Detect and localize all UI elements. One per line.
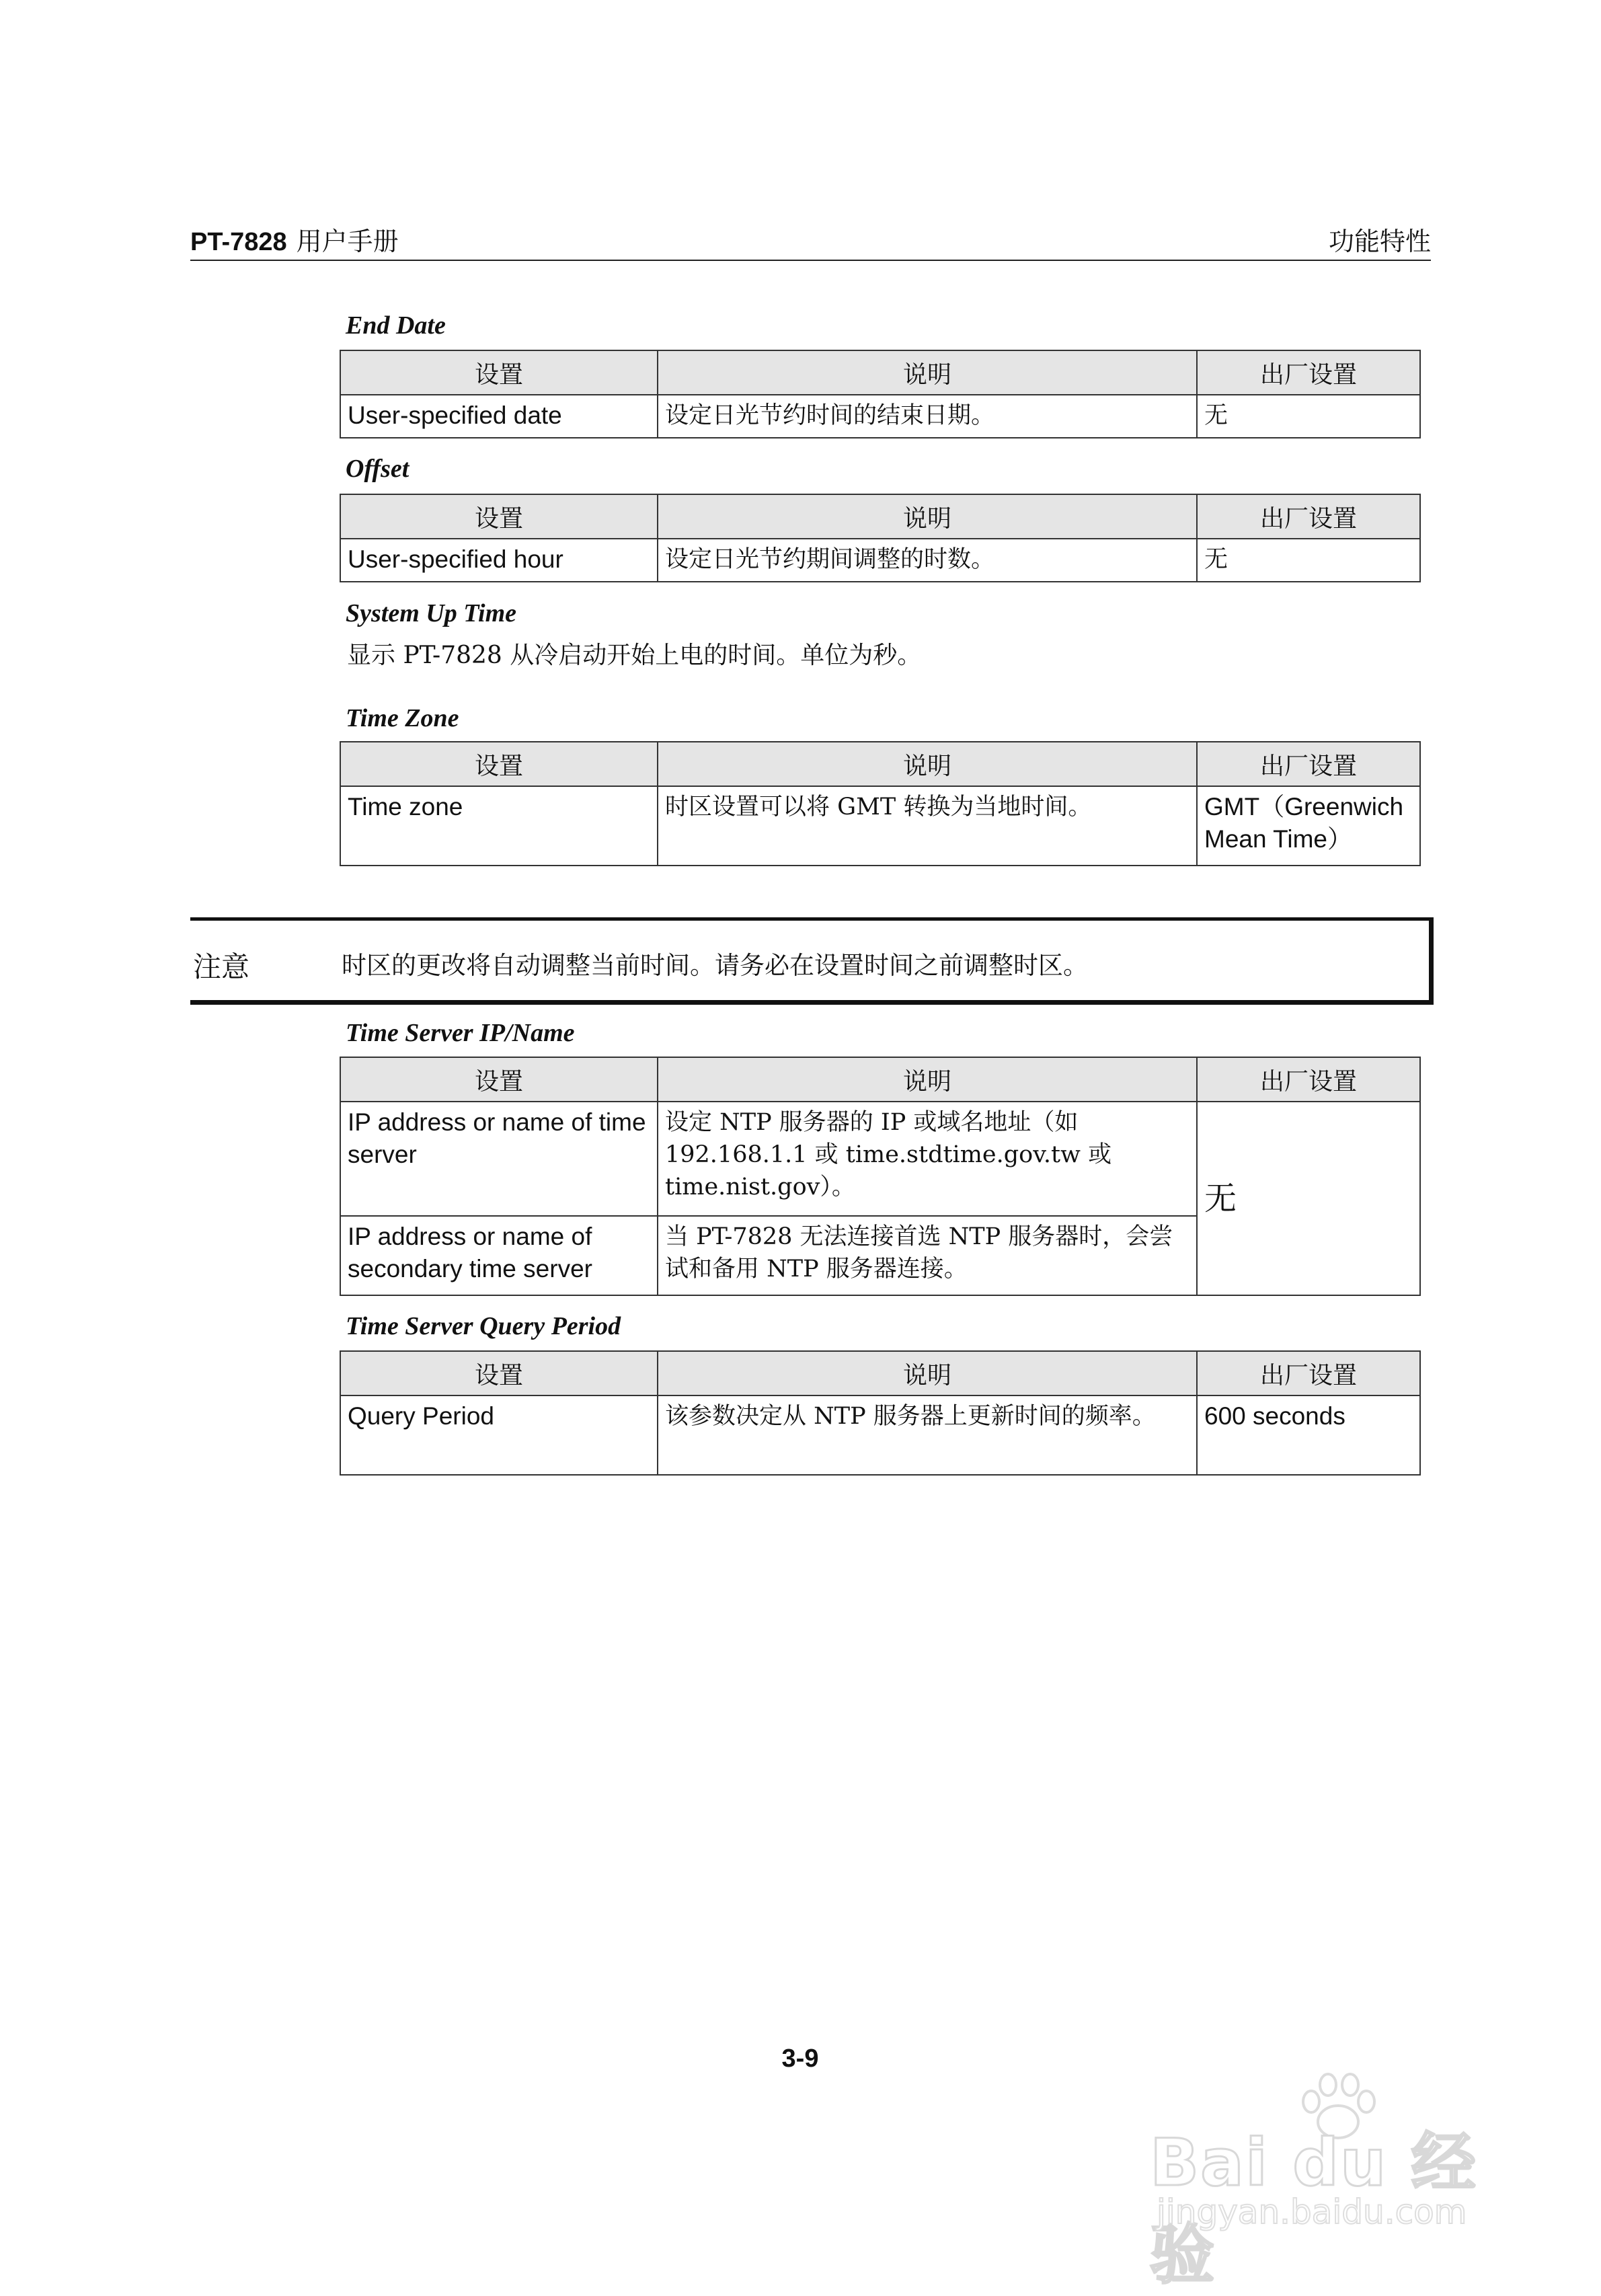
end-date-table [340,350,1421,438]
page-number: 3-9 [781,2044,819,2073]
setting-cell: Query Period [340,1395,658,1475]
col-header-setting: 设置 [340,494,658,539]
default-cell: 600 seconds [1197,1395,1420,1475]
table-row [340,1102,1420,1216]
description-cell: 当 PT-7828 无法连接首选 NTP 服务器时，会尝试和备用 NTP 服务器连接。 [658,1216,1197,1295]
header-left [190,221,399,258]
setting-cell: User-specified date [340,395,658,438]
section-title-time-server: Time Server IP/Name [346,1019,575,1047]
note-box [190,917,1434,1005]
description-cell: 时区设置可以将 GMT 转换为当地时间。 [658,786,1197,866]
watermark-url: jingyan.baidu.com [1157,2192,1467,2231]
system-up-time-text: 显示 PT-7828 从冷启动开始上电的时间。单位为秒。 [347,642,922,669]
manual-label: 用户手册 [296,227,399,256]
description-cell: 设定 NTP 服务器的 IP 或域名地址（如 192.168.1.1 或 time.stdtime.gov.tw 或 time.nist.gov）。 [658,1102,1197,1216]
description-cell: 设定日光节约期间调整的时数。 [658,539,1197,582]
default-cell: 无 [1197,395,1420,438]
section-title-offset: Offset [346,455,409,483]
chapter-title: 功能特性 [1328,227,1431,256]
setting-cell: IP address or name of time server [340,1102,658,1216]
watermark-brand: Bai du 经验 [1150,2125,1477,2293]
col-header-setting: 设置 [340,1351,658,1395]
table-header-row [340,1057,1420,1102]
col-header-default: 出厂设置 [1197,1057,1420,1102]
col-header-setting: 设置 [340,1057,658,1102]
col-header-description: 说明 [658,1057,1197,1102]
section-title-system-up-time: System Up Time [346,599,516,627]
table-row [340,539,1420,582]
setting-cell: User-specified hour [340,539,658,582]
product-model: PT-7828 [190,228,287,256]
setting-cell: IP address or name of secondary time server [340,1216,658,1295]
col-header-default: 出厂设置 [1197,1351,1420,1395]
col-header-setting: 设置 [340,742,658,786]
col-header-description: 说明 [658,742,1197,786]
col-header-description: 说明 [658,350,1197,395]
description-cell: 该参数决定从 NTP 服务器上更新时间的频率。 [658,1395,1197,1475]
col-header-default: 出厂设置 [1197,742,1420,786]
section-title-time-zone: Time Zone [346,704,459,732]
table-header-row [340,350,1420,395]
time-zone-table [340,741,1421,866]
page-header [190,214,1431,261]
note-label: 注意 [193,950,250,983]
baidu-watermark [1143,2071,1520,2293]
table-header-row [340,1351,1420,1395]
col-header-setting: 设置 [340,350,658,395]
time-server-table [340,1057,1421,1296]
col-header-default: 出厂设置 [1197,494,1420,539]
table-row [340,1395,1420,1475]
setting-cell: Time zone [340,786,658,866]
table-header-row [340,494,1420,539]
section-title-query-period: Time Server Query Period [346,1312,621,1340]
col-header-description: 说明 [658,494,1197,539]
table-row [340,395,1420,438]
offset-table [340,494,1421,582]
section-title-end-date: End Date [346,311,446,340]
default-cell: 无 [1197,1102,1420,1295]
col-header-default: 出厂设置 [1197,350,1420,395]
col-header-description: 说明 [658,1351,1197,1395]
note-text: 时区的更改将自动调整当前时间。请务必在设置时间之前调整时区。 [342,951,1088,980]
default-cell: 无 [1197,539,1420,582]
table-row [340,786,1420,866]
table-header-row [340,742,1420,786]
default-cell: GMT（Greenwich Mean Time） [1197,786,1420,866]
query-period-table [340,1350,1421,1476]
description-cell: 设定日光节约时间的结束日期。 [658,395,1197,438]
